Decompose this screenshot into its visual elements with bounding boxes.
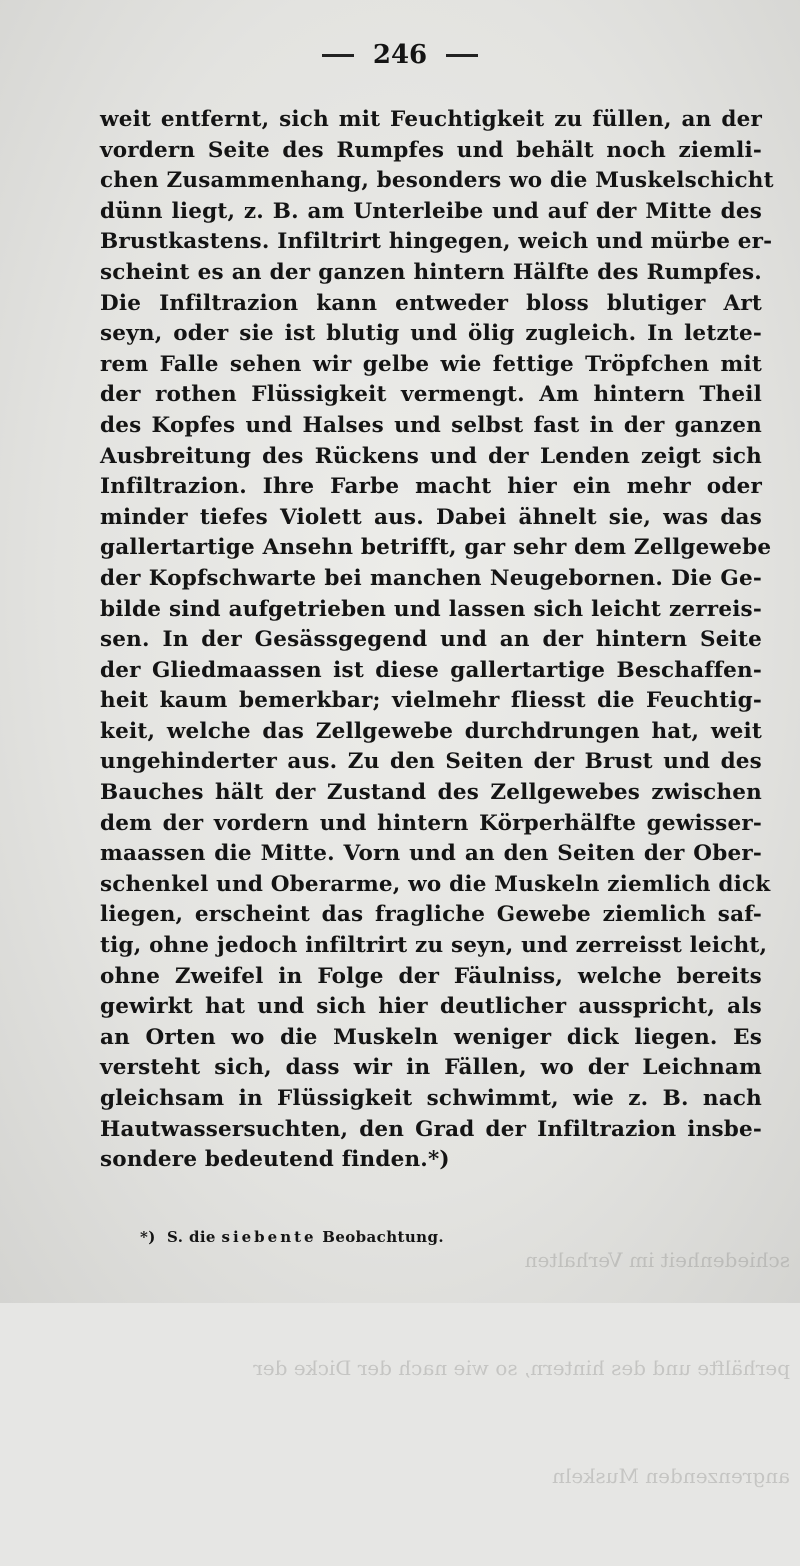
header-dash-right xyxy=(446,54,478,57)
text-line: der Gliedmaassen ist diese gallertartige Beschaffen- xyxy=(100,657,762,683)
footnote xyxy=(140,1228,444,1246)
footnote-prefix: S. die xyxy=(167,1228,216,1246)
text-line: der rothen Flüssigkeit vermengt. Am hintern Theil xyxy=(100,382,762,408)
text-line: weit entfernt, sich mit Feuchtigkeit zu füllen, an der xyxy=(100,107,762,132)
text-line: schenkel und Oberarme, wo die Muskeln ziemlich dick xyxy=(100,871,771,897)
text-line: Hautwassersuchten, den Grad der Infiltrazion insbe- xyxy=(100,1116,762,1142)
bleed-line: schiedenheit im Verhalten xyxy=(524,1248,790,1272)
text-line: Bauches hält der Zustand des Zellgewebes zwischen xyxy=(100,780,762,806)
text-line: tig, ohne jedoch infiltrirt zu seyn, und zerreisst leicht, xyxy=(100,933,768,959)
text-line: liegen, erscheint das fragliche Gewebe ziemlich saf- xyxy=(100,902,762,928)
page-number: 246 xyxy=(372,40,428,70)
footnote-spaced-word: siebente xyxy=(221,1228,317,1246)
text-line: gewirkt hat und sich hier deutlicher ausspricht, als xyxy=(100,994,762,1020)
body-text xyxy=(100,105,774,1176)
page-header xyxy=(0,40,800,80)
text-line: Ausbreitung des Rückens und der Lenden zeigt sich xyxy=(100,443,762,469)
text-line: chen Zusammenhang, besonders wo die Muskelschicht xyxy=(100,168,774,194)
text-line: seyn, oder sie ist blutig und ölig zugleich. In letzte- xyxy=(100,321,762,347)
footnote-suffix: Beobachtung. xyxy=(322,1228,444,1246)
header-dash-left xyxy=(322,54,354,57)
text-line: vordern Seite des Rumpfes und behält noch ziemli- xyxy=(100,137,762,163)
text-line: heit kaum bemerkbar; vielmehr fliesst die Feuchtig- xyxy=(100,688,762,714)
text-line: Die Infiltrazion kann entweder bloss blutiger Art xyxy=(100,290,762,316)
text-line: minder tiefes Violett aus. Dabei ähnelt sie, was das xyxy=(100,504,762,530)
text-line: versteht sich, dass wir in Fällen, wo der Leichnam xyxy=(100,1055,762,1081)
text-line-last: sondere bedeutend finden.*) xyxy=(100,1147,450,1173)
text-line: maassen die Mitte. Vorn und an den Seiten der Ober- xyxy=(100,841,762,867)
text-line: scheint es an der ganzen hintern Hälfte des Rumpfes. xyxy=(100,259,762,285)
text-line: Infiltrazion. Ihre Farbe macht hier ein mehr oder xyxy=(100,474,762,500)
text-line: an Orten wo die Muskeln weniger dick liegen. Es xyxy=(100,1024,762,1050)
text-line: rem Falle sehen wir gelbe wie fettige Tröpfchen mit xyxy=(100,351,762,377)
text-line: des Kopfes und Halses und selbst fast in der ganzen xyxy=(100,412,762,438)
bleed-line: perhälfte und des hintern, so wie nach der Dicke der xyxy=(253,1356,790,1380)
text-line: ohne Zweifel in Folge der Fäulniss, welche bereits xyxy=(100,963,762,989)
bleed-line: angrenzenden Muskeln xyxy=(552,1464,790,1488)
text-line: Brustkastens. Infiltrirt hingegen, weich und mürbe er- xyxy=(100,229,773,255)
text-line: gallertartige Ansehn betrifft, gar sehr dem Zellgewebe xyxy=(100,535,772,561)
footnote-marker: *) xyxy=(140,1228,156,1246)
text-line: keit, welche das Zellgewebe durchdrungen hat, weit xyxy=(100,718,762,744)
text-line: ungehinderter aus. Zu den Seiten der Brust und des xyxy=(100,749,762,775)
text-line: sen. In der Gesässgegend und an der hintern Seite xyxy=(100,627,762,653)
text-line: dem der vordern und hintern Körperhälfte gewisser- xyxy=(100,810,762,836)
text-line: bilde sind aufgetrieben und lassen sich leicht zerreis- xyxy=(100,596,762,622)
text-line: gleichsam in Flüssigkeit schwimmt, wie z. B. nach xyxy=(100,1086,762,1111)
text-line: dünn liegt, z. B. am Unterleibe und auf der Mitte des xyxy=(100,198,762,224)
text-line: der Kopfschwarte bei manchen Neugebornen. Die Ge- xyxy=(100,565,762,591)
